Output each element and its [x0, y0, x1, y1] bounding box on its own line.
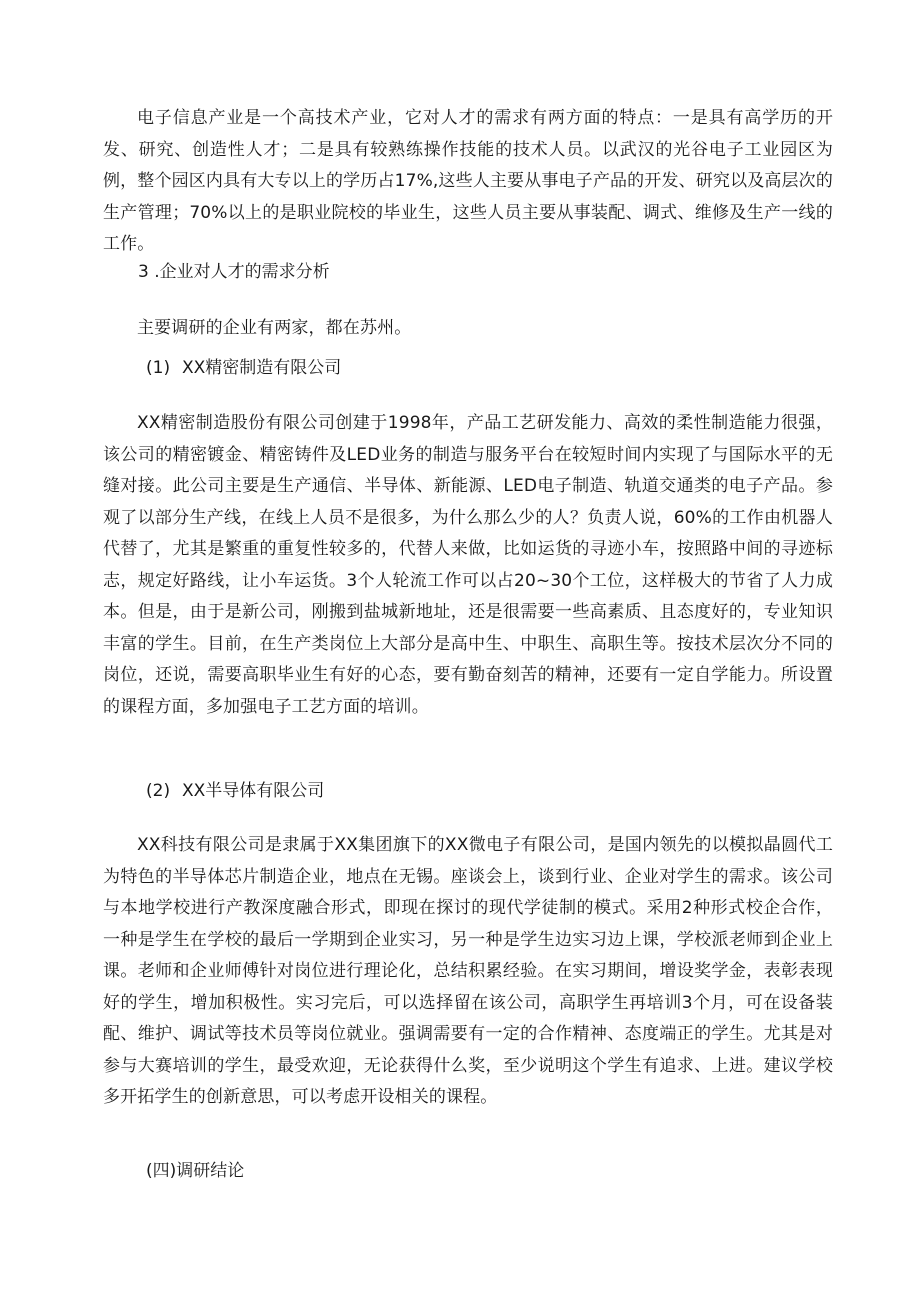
- company-1-heading: [146, 356, 341, 380]
- survey-paragraph: 主要调研的企业有两家，都在苏州。: [137, 318, 412, 338]
- company-1-name: XX精密制造有限公司: [182, 358, 342, 378]
- company-2-name: XX半导体有限公司: [182, 781, 325, 801]
- company-2-heading: [146, 779, 324, 803]
- company-1-paragraph: XX精密制造股份有限公司创建于1998年，产品工艺研发能力、高效的柔性制造能力很强，该公司的精密镀金、精密铸件及LED业务的制造与服务平台在较短时间内实现了与国际水平的无缝对接。此公司主要是生产通信、半导体、新能源、LED电子制造、轨道交通类的电子产品。参观了以部分生产线，在线上人员不是很多，为什么那么少的人？负责人说，60%的工作由机器人代替了，尤其是繁重的重复性较多的，代替人来做，比如运货的寻迹小车，按照路中间的寻迹标志，规定好路线，让小车运货。3个人轮流工作可以占20~30个工位，这样极大的节省了人力成本。但是，由于是新公司，刚搬到盐城新地址，还是很需要一些高素质、且态度好的，专业知识丰富的学生。目前，在生产类岗位上大部分是高中生、中职生、高职生等。按技术层次分不同的岗位，还说，需要高职毕业生有好的心态，要有勤奋刻苦的精神，还要有一定自学能力。所设置的课程方面，多加强电子工艺方面的培训。: [103, 413, 833, 717]
- company-1-number: (1): [146, 358, 171, 378]
- section-3-heading: 3 .企业对人才的需求分析: [138, 262, 330, 282]
- section-4-heading: (四)调研结论: [146, 1161, 245, 1181]
- company-2-number: (2): [146, 781, 171, 801]
- intro-paragraph: 电子信息产业是一个高技术产业，它对人才的需求有两方面的特点：一是具有高学历的开发、研究、创造性人才；二是具有较熟练操作技能的技术人员。以武汉的光谷电子工业园区为例，整个园区内具有大专以上的学历占17%,这些人主要从事电子产品的开发、研究以及高层次的生产管理；70%以上的是职业院校的毕业生，这些人员主要从事装配、调式、维修及生产一线的工作。: [103, 108, 833, 254]
- company-2-paragraph: XX科技有限公司是隶属于XX集团旗下的XX微电子有限公司，是国内领先的以模拟晶圆代工为特色的半导体芯片制造企业，地点在无锡。座谈会上，谈到行业、企业对学生的需求。该公司与本地学校进行产教深度融合形式，即现在探讨的现代学徒制的模式。采用2种形式校企合作，一种是学生在学校的最后一学期到企业实习，另一种是学生边实习边上课，学校派老师到企业上课。老师和企业师傅针对岗位进行理论化，总结积累经验。在实习期间，增设奖学金，表彰表现好的学生，增加积极性。实习完后，可以选择留在该公司，高职学生再培训3个月，可在设备装配、维护、调试等技术员等岗位就业。强调需要有一定的合作精神、态度端正的学生。尤其是对参与大赛培训的学生，最受欢迎，无论获得什么奖，至少说明这个学生有追求、上进。建议学校多开拓学生的创新意思，可以考虑开设相关的课程。: [103, 835, 833, 1107]
